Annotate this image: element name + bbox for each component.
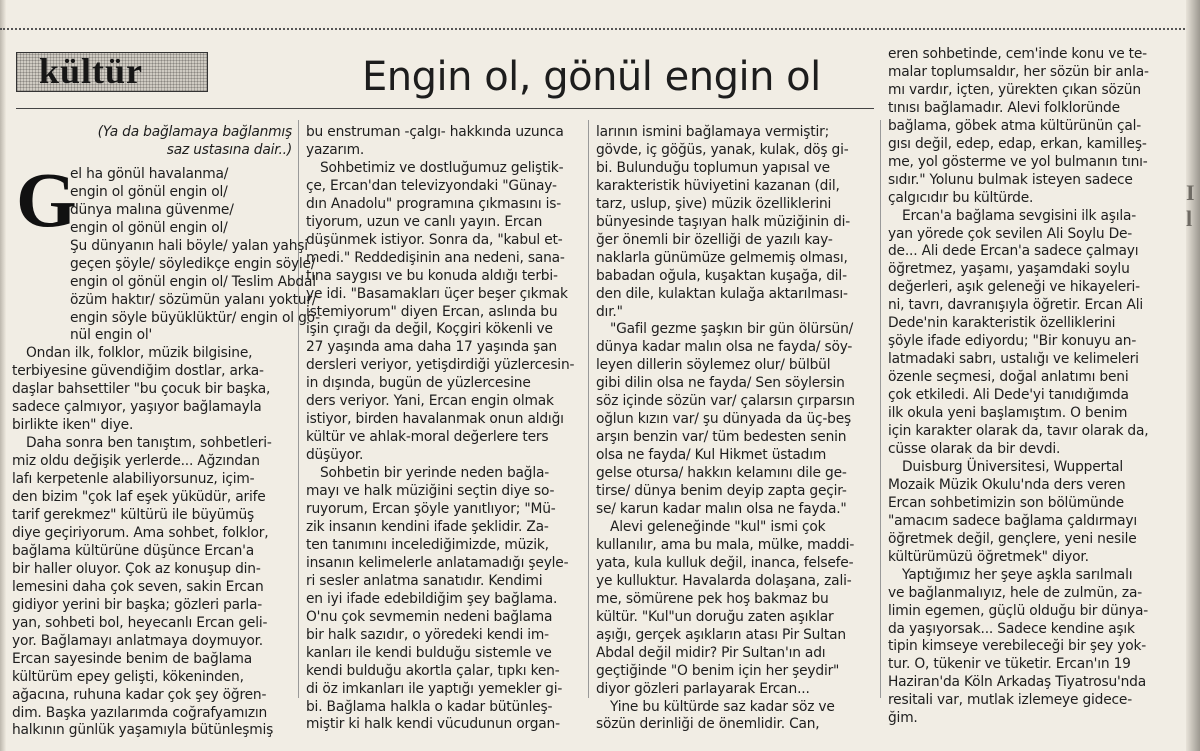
column-divider — [588, 120, 589, 698]
text-line: işin çırağı da değil, Koçgiri kökenli ve — [306, 321, 553, 338]
text-line: gelse otursa/ hakkın kelamını dile ge- — [596, 465, 847, 482]
text-line: tirse/ dünya benim deyip zapta geçir- — [596, 483, 847, 500]
text-line: bir halk sazıdır, o yöredeki kendi im- — [306, 626, 549, 643]
text-line: söz içinde sözün var/ çalarsın çırparsın — [596, 393, 855, 410]
text-line: ağacına, ruhuna kadar çok şey öğren- — [12, 686, 267, 703]
paragraph — [306, 160, 584, 465]
text-line: "Gafil gezme şaşkın bir gün ölürsün/ — [610, 321, 854, 338]
text-line: ni, tavrı, davranışıyla öğretir. Ercan Ali — [888, 297, 1144, 314]
section-label: kültür — [39, 51, 144, 91]
text-line: engin ol gönül engin ol/ Teslim Abdal — [70, 273, 316, 290]
text-line: daşlar bahsettiler "bu çocuk bir başka, — [12, 381, 271, 398]
column-3 — [596, 124, 874, 734]
text-line: miz oldu değişik yerlerde... Ağzından — [12, 453, 260, 470]
text-line: geçen şöyle/ söyledikçe engin söyle/ — [70, 255, 316, 272]
paragraph — [596, 321, 874, 518]
text-line: di öz imkanları ile yaptığı yemekler gi- — [306, 680, 563, 697]
text-line: şöyle ifade ediyordu; "Bir konuyu an- — [888, 333, 1137, 350]
text-line: Alevi geleneğinde "kul" ismi çok — [610, 518, 826, 535]
text-line: Daha sonra ben tanıştım, sohbetleri- — [26, 435, 272, 452]
text-line: insanın kelimelerle anlatamadığı şeyle- — [306, 554, 569, 571]
text-line: Yine bu kültürde saz kadar söz ve — [610, 698, 835, 715]
text-line: dın Anadolu" programına çıkmasını is- — [306, 195, 562, 212]
text-line: dünya kadar malın olsa ne fayda/ söy- — [596, 339, 853, 356]
text-line: malar toplumsaldır, her sözün bir anla- — [888, 63, 1149, 80]
text-line: me, yol gösterme ve yol bulmanın tını- — [888, 153, 1148, 170]
text-line: Ercan sayesinde benim de bağlama — [12, 650, 252, 667]
headline-rule — [16, 108, 874, 109]
text-line: Abdal değil midir? Pir Sultan'ın adı — [596, 644, 826, 661]
text-line: düşüyor. — [306, 447, 364, 464]
text-line: den dile, kulaktan kulağa aktarılması- — [596, 285, 848, 302]
text-line: dünya malına güvenme/ — [70, 201, 234, 218]
text-line: limin egemen, güçlü olduğu bir dünya- — [888, 602, 1149, 619]
text-line: yazarım. — [306, 141, 365, 158]
text-line: düşünmek istiyor. Sonra da, "kabul et- — [306, 231, 563, 248]
drop-cap: G — [16, 155, 77, 243]
text-line: tarif gerekmez" kültürü ile büyümüş — [12, 507, 255, 524]
text-line: larının ismini bağlamaya vermiştir; — [596, 124, 830, 140]
text-line: bünyesinde taşıyan halk müziğinin di- — [596, 213, 851, 230]
text-line: çok etkiledi. Ali Dede'yi tanıdığımda — [888, 387, 1129, 404]
paragraph — [596, 519, 874, 699]
text-line: çe, Ercan'dan televizyondaki "Günay- — [306, 177, 557, 194]
text-line: miştir ki halk kendi vücudunun organ- — [306, 716, 560, 733]
paragraph — [596, 699, 874, 735]
text-line: karakteristik hüviyetini kazanan (dil, — [596, 177, 840, 194]
article-subtitle: (Ya da bağlamaya bağlanmış saz ustasına dair..) — [97, 124, 292, 158]
text-line: öğretmek değil, gençlere, yeni nesile — [888, 530, 1137, 547]
text-line: medi." Reddedişinin ana nedeni, sana- — [306, 249, 565, 266]
text-line: mı vardır, içten, yürekten çıkan sözün — [888, 81, 1141, 98]
text-line: tipin kimseye verebileceği bir şey yok- — [888, 638, 1147, 655]
text-line: en iyi ifade edebildiğim şey bağlama. — [306, 590, 558, 607]
text-line: de... Ali dede Ercan'a sadece çalmayı — [888, 243, 1139, 260]
section-label-box — [16, 52, 208, 92]
text-line: sadece çalmıyor, yaşıyor bağlamayla — [12, 399, 262, 416]
text-line: in dışında, bugün de yüzlercesine — [306, 375, 531, 392]
text-line: geçtiğinde "O benim için her şeydir" — [596, 662, 840, 679]
text-line: zik insanın kendini ifade şeklidir. Za- — [306, 518, 549, 535]
paragraph — [12, 345, 292, 435]
poem-lines — [70, 165, 320, 346]
text-line: nül engin ol' — [70, 327, 153, 344]
text-line: bağlama kültürüne düşünce Ercan'a — [12, 542, 255, 559]
text-line: gısı değil, edep, edap, erkan, kamilleş- — [888, 135, 1147, 152]
text-line: arşın benzin var/ tüm bedesten senin — [596, 429, 847, 446]
text-line: engin ol gönül engin ol/ — [70, 219, 228, 236]
column-2-body — [306, 124, 584, 734]
paragraph — [306, 124, 584, 160]
text-line: eren sohbetinde, cem'inde konu ve te- — [888, 46, 1147, 62]
text-line: naklarla günümüze gelmemiş olması, — [596, 249, 848, 266]
text-line: dersleri veriyor, yetişdirdiği yüzlercesin- — [306, 357, 575, 374]
text-line: halkının günlük yaşamıyla bütünleşmiş — [12, 722, 274, 739]
text-line: Mozaik Müzik Okulu'nda ders veren — [888, 476, 1126, 493]
text-line: bağlama, göbek atma kültürünün çal- — [888, 117, 1142, 134]
text-line: el ha gönül havalanma/ — [70, 165, 229, 182]
text-line: Şu dünyanın hali böyle/ yalan yahşi — [70, 237, 308, 254]
text-line: babadan oğula, kuşaktan kuşağa, dil- — [596, 267, 847, 284]
text-line: Ercan sohbetimizin son bölümünde — [888, 494, 1124, 511]
text-line: yan, sohbeti bol, heyecanlı Ercan geli- — [12, 614, 268, 631]
text-line: ve bağlanmalıyız, hele de zulmün, za- — [888, 584, 1142, 601]
page-right-edge — [1186, 0, 1200, 751]
text-line: öğretmez, yaşamı, yaşamdaki soylu — [888, 261, 1130, 278]
text-line: tınısı bağlamadır. Alevi folkloründe — [888, 99, 1120, 116]
text-line: me, sömürene pek hoş bakmaz bu — [596, 590, 829, 607]
text-line: tına saygısı ve bu konuda aldığı terbi- — [306, 267, 558, 284]
column-4-body — [888, 46, 1180, 728]
paragraph — [888, 46, 1180, 208]
text-line: diyor gözleri parlayarak Ercan... — [596, 680, 810, 697]
text-line: ten tanımını incelediğimizde, müzik, — [306, 536, 549, 553]
text-line: diye geçiriyorum. Ama sohbet, folklor, — [12, 524, 269, 541]
article-headline: Engin ol, gönül engin ol — [362, 54, 821, 100]
text-line: yan yörede çok sevilen Ali Soylu De- — [888, 225, 1133, 242]
column-2 — [306, 124, 584, 734]
text-line: bi. Bağlama halkla o kadar bütünleş- — [306, 698, 553, 715]
text-line: dır." — [596, 303, 623, 320]
text-line: bir haller oluyor. Çok az konuşup din- — [12, 560, 261, 577]
column-1-body — [12, 345, 292, 740]
text-line: kültür. "Kul"un doruğu zaten aşıklar — [596, 608, 834, 625]
text-line: gövde, iç göğüs, yanak, kulak, döş gi- — [596, 141, 849, 158]
text-line: tur. O, tükenir ve tüketir. Ercan'ın 19 — [888, 656, 1131, 673]
opening-poem — [12, 155, 320, 346]
paragraph — [596, 124, 874, 321]
text-line: bi. Bulunduğu toplumun yapısal ve — [596, 159, 830, 176]
text-line: ri sesler anlatma sanatıdır. Kendimi — [306, 572, 543, 589]
text-line: ye kulluktur. Havalarda dolaşana, zali- — [596, 572, 852, 589]
text-line: Dede'nin karakteristik özelliklerini — [888, 315, 1116, 332]
text-line: lemesini daha çok seven, sakin Ercan — [12, 578, 264, 595]
text-line: özenle seçmesi, doğal anlatımı beni — [888, 369, 1129, 386]
text-line: "amacım sadece bağlama çaldırmayı — [888, 512, 1138, 529]
text-line: değerleri, aşık geleneği ve hikayeleri- — [888, 279, 1140, 296]
text-line: gidiyor yerini bir başka; gözleri parla- — [12, 596, 263, 613]
column-1 — [12, 124, 320, 740]
text-line: Yaptığımız her şeye aşkla sarılmalı — [902, 566, 1133, 583]
text-line: ders veriyor. Yani, Ercan engin olmak — [306, 393, 554, 410]
text-line: kendi bulduğu akortla çalar, tıpkı ken- — [306, 662, 560, 679]
text-line: oğlun kızın var/ şu dünyada da üç-beş — [596, 411, 851, 428]
text-line: sıdır." Yolunu bulmak isteyen sadece — [888, 171, 1133, 188]
paragraph — [888, 208, 1180, 459]
text-line: den bizim "çok laf eşek yüküdür, arife — [12, 489, 266, 506]
text-line: engin söyle büyüklüktür/ engin ol gö- — [70, 309, 320, 326]
text-line: engin ol gönül engin ol/ — [70, 183, 228, 200]
text-line: kültürüm epey gelişti, kökeninden, — [12, 668, 244, 685]
text-line: leyen dillerin söylemez olur/ bülbül — [596, 357, 831, 374]
adjacent-page-fragment: I l — [1186, 180, 1195, 231]
text-line: latmadaki sabrı, ustalığı ve kelimeleri — [888, 351, 1139, 368]
text-line: dim. Başka yazılarımda coğrafyamızın — [12, 704, 268, 721]
text-line: kanları ile kendi bulduğu sistemle ve — [306, 644, 552, 661]
column-3-body — [596, 124, 874, 734]
column-divider — [880, 120, 881, 698]
text-line: gibi dilin olsa ne fayda/ Sen söylersin — [596, 375, 845, 392]
text-line: kültürümüzü öğretmek" diyor. — [888, 548, 1089, 565]
top-dotted-rule — [0, 28, 1200, 30]
text-line: birlikte iken" diye. — [12, 417, 134, 434]
column-4 — [888, 46, 1180, 728]
text-line: çalgıcıdır bu kültürde. — [888, 189, 1034, 206]
text-line: ğer önemli bir özelliği de yazılı kay- — [596, 231, 833, 248]
text-line: tarz, uslup, şive) müzik özelliklerini — [596, 195, 832, 212]
text-line: yata, kula kulluk değil, inanca, felsefe- — [596, 554, 854, 571]
text-line: da yaşıyorsak... Sadece kendine aşık — [888, 620, 1135, 637]
text-line: tiyorum, uzun ve canlı yayın. Ercan — [306, 213, 543, 230]
text-line: ruyorum, Ercan şöyle yanıtlıyor; "Mü- — [306, 501, 556, 518]
text-line: kültür ve ahlak-moral değerlere ters — [306, 429, 549, 446]
text-line: terbiyesine güvendiğim dostlar, arka- — [12, 363, 264, 380]
paragraph — [888, 459, 1180, 567]
text-line: istemiyorum" diyen Ercan, aslında bu — [306, 303, 558, 320]
text-line: için karakter olarak da, tavır olarak da, — [888, 423, 1149, 440]
text-line: resitali var, mutlak izlemeye gidece- — [888, 692, 1132, 709]
paragraph — [12, 435, 292, 740]
text-line: ğim. — [888, 710, 918, 727]
text-line: Duisburg Üniversitesi, Wuppertal — [902, 458, 1124, 475]
text-line: Ondan ilk, folklor, müzik bilgisine, — [26, 345, 253, 362]
text-line: ye idi. "Basamakları üçer beşer çıkmak — [306, 285, 568, 302]
text-line: kullanılır, ama bu mala, mülke, maddi- — [596, 536, 855, 553]
paragraph — [306, 465, 584, 734]
text-line: mayı ve halk müziğini seçtin diye so- — [306, 483, 555, 500]
text-line: yor. Bağlamayı anlatmaya doymuyor. — [12, 632, 263, 649]
text-line: aşığı, gerçek aşıkların atası Pir Sultan — [596, 626, 846, 643]
text-line: Sohbetin bir yerinde neden bağla- — [320, 465, 549, 482]
text-line: 27 yaşında ama daha 17 yaşında şan — [306, 339, 557, 356]
paragraph — [888, 567, 1180, 729]
text-line: sözün derinliği de önemlidir. Can, — [596, 716, 820, 733]
text-line: özüm haktır/ sözümün yalanı yoktur/ — [70, 291, 317, 308]
text-line: cüsse olarak da bir devdi. — [888, 440, 1061, 457]
column-divider — [298, 120, 299, 698]
text-line: olsa ne fayda/ Kul Hikmet üstadım — [596, 447, 827, 464]
text-line: Ercan'a bağlama sevgisini ilk aşıla- — [902, 207, 1137, 224]
text-line: istiyor, birden havalanmak onun aldığı — [306, 411, 564, 428]
text-line: Sohbetimiz ve dostluğumuz geliştik- — [320, 159, 564, 176]
text-line: Haziran'da Köln Arkadaş Tiyatrosu'nda — [888, 674, 1146, 691]
text-line: lafı kerpetenle alabiliyorsunuz, içim- — [12, 471, 255, 488]
text-line: ilk okula yeni başlamıştım. O benim — [888, 405, 1128, 422]
text-line: O'nu çok sevmemin nedeni bağlama — [306, 608, 553, 625]
page-left-edge — [0, 0, 6, 751]
text-line: bu enstruman -çalgı- hakkında uzunca — [306, 124, 564, 140]
text-line: se/ karun kadar malın olsa ne fayda." — [596, 501, 847, 518]
